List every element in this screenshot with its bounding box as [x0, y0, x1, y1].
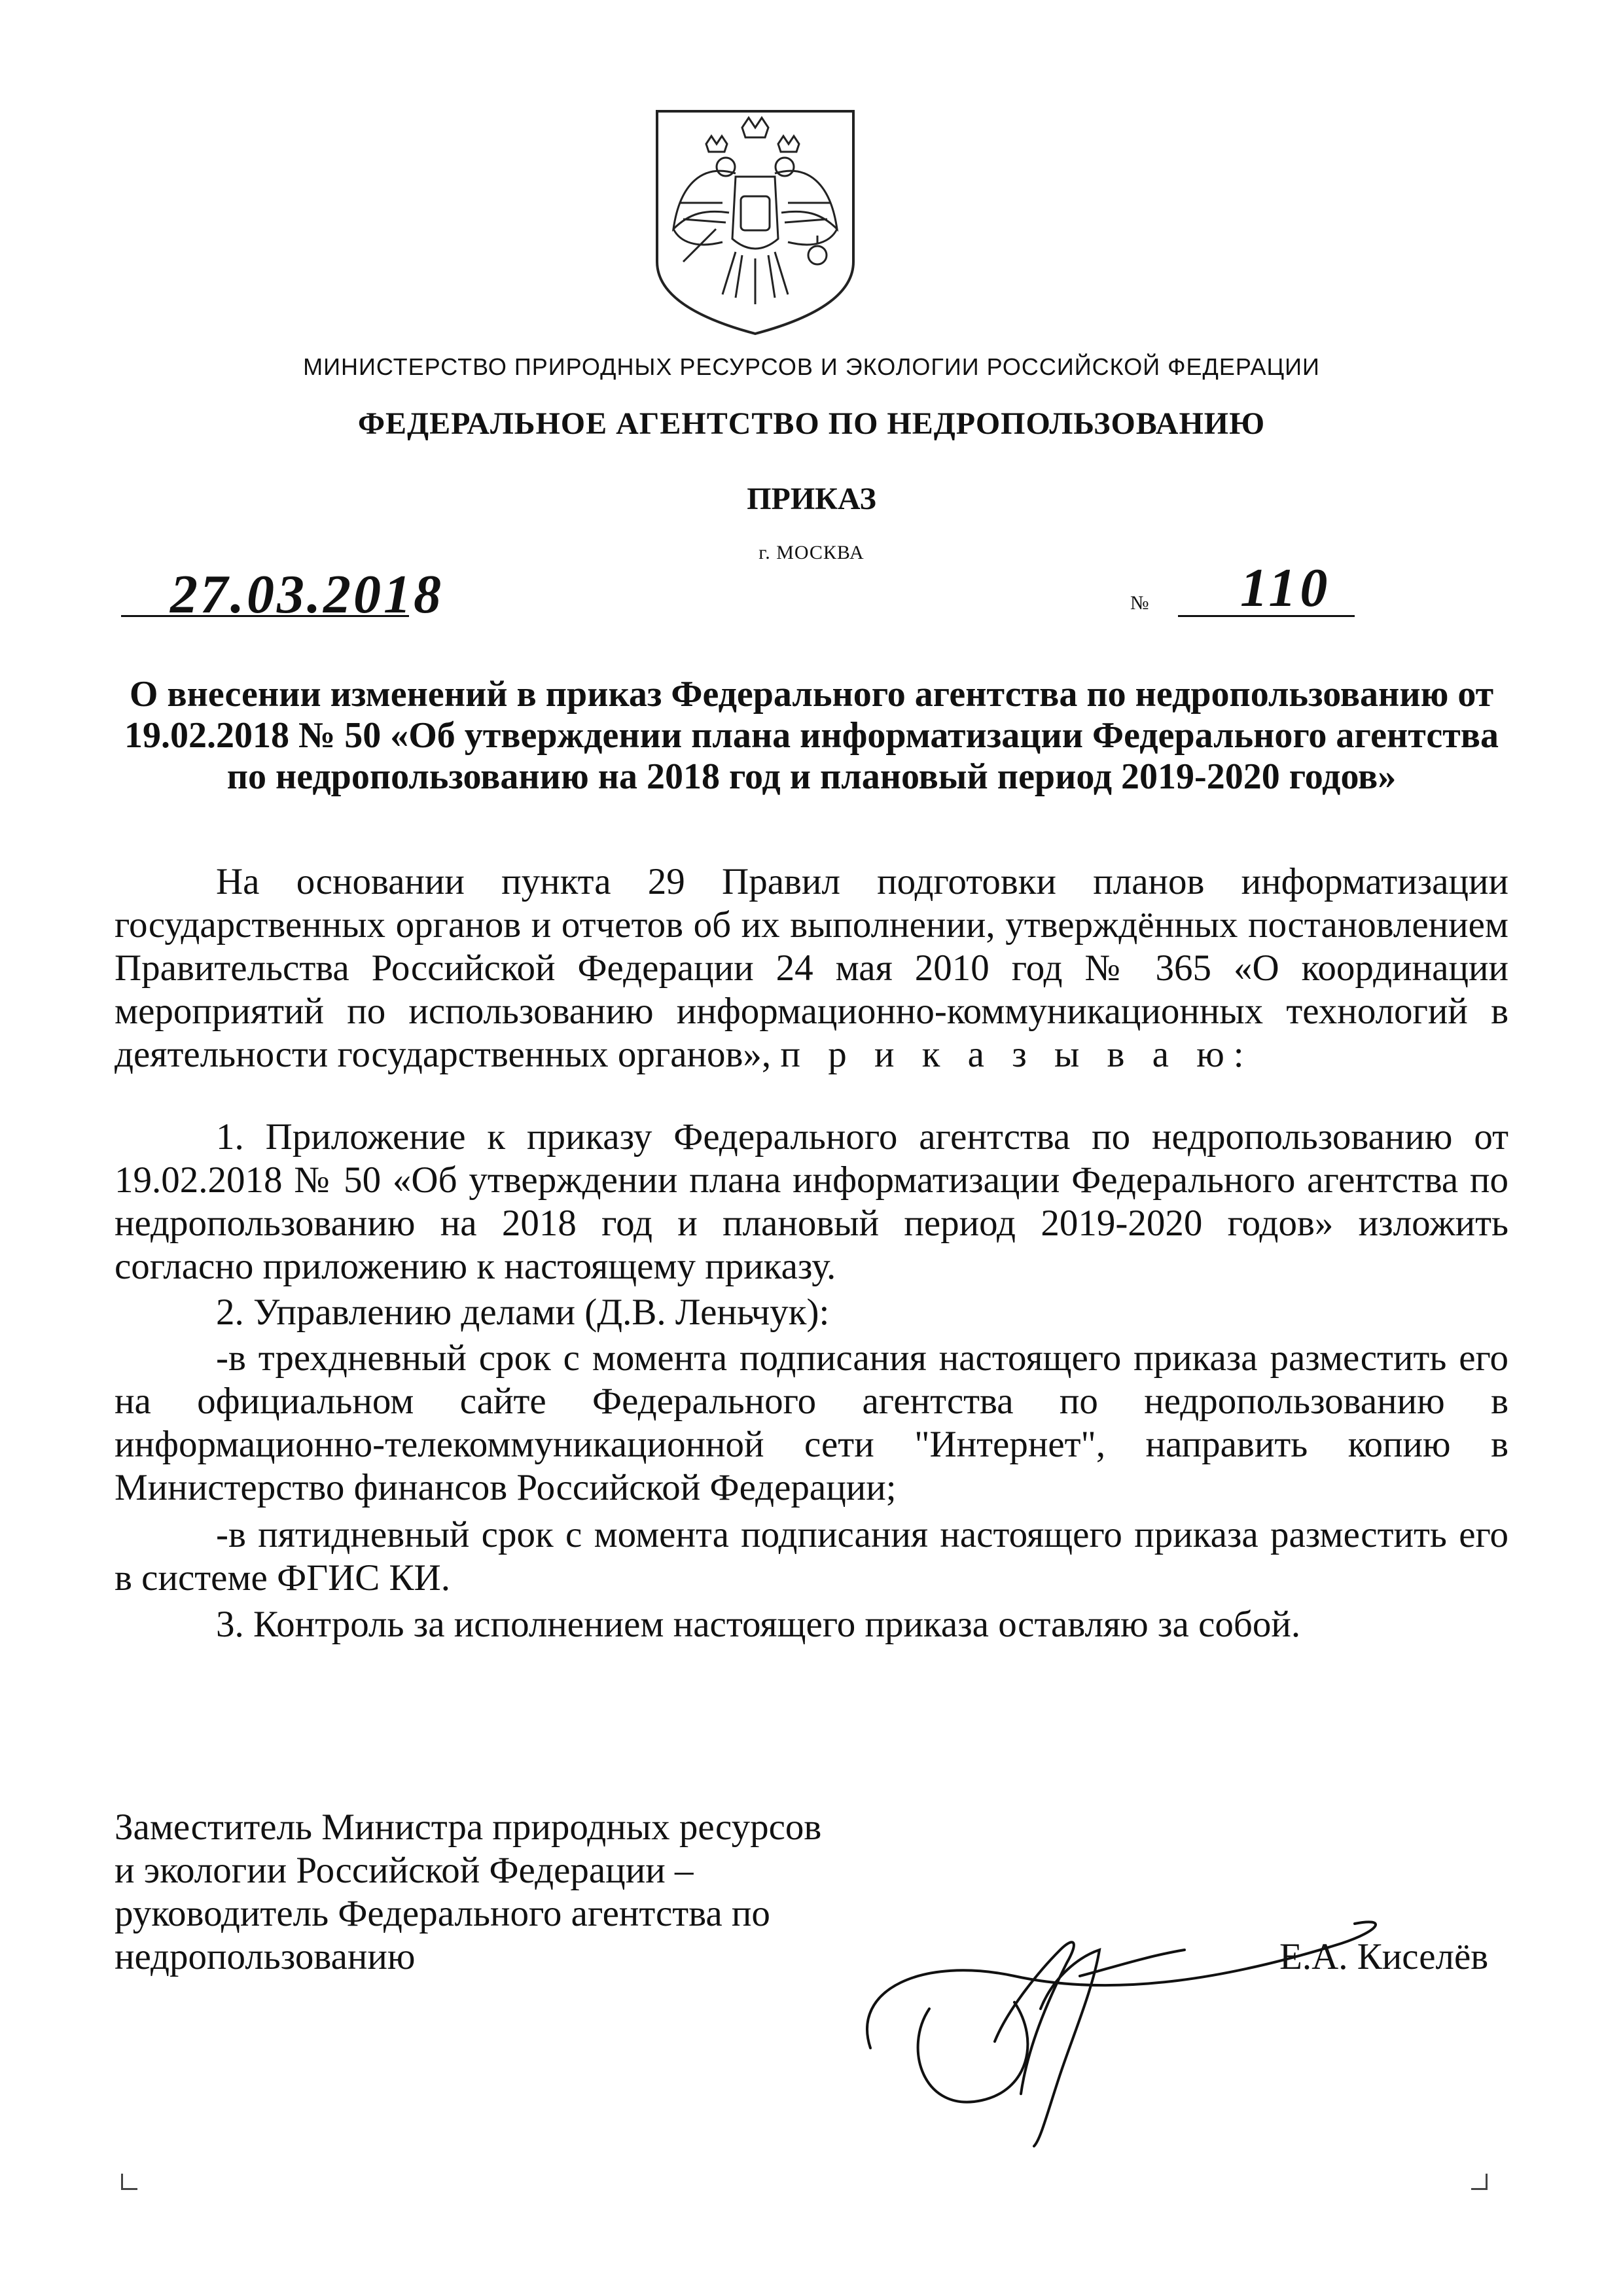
date-underline: [121, 615, 409, 617]
coat-of-arms-icon: [644, 98, 866, 340]
intro-paragraph: [115, 860, 1508, 1076]
item-3: 3. Контроль за исполнением настоящего приказа оставляю за собой.: [216, 1604, 1301, 1645]
signer-name: Е.А. Киселёв: [1279, 1936, 1489, 1977]
item-1: 1. Приложение к приказу Федерального агентства по недропользованию от 19.02.2018 № 50 «Об утверждении плана информатизации Федерального агентства по недропользованию на 2018 год и плановый период 2019-2020 годов» изложить согласно приложению к настоящему приказу.: [115, 1116, 1508, 1287]
item-2-subitem-b: -в пятидневный срок с момента подписания настоящего приказа разместить его в системе ФГИС КИ.: [115, 1514, 1508, 1598]
signer-position-line: руководитель Федерального агентства по: [115, 1893, 770, 1934]
document-type: ПРИКАЗ: [747, 482, 876, 516]
item-2: 2. Управлению делами (Д.В. Леньчук):: [216, 1292, 830, 1333]
number-underline: [1178, 615, 1355, 617]
scan-corner-mark-right: [1471, 2174, 1488, 2190]
agency-name: ФЕДЕРАЛЬНОЕ АГЕНТСТВО ПО НЕДРОПОЛЬЗОВАНИЮ: [357, 406, 1266, 441]
ministry-name: МИНИСТЕРСТВО ПРИРОДНЫХ РЕСУРСОВ И ЭКОЛОГИИ РОССИЙСКОЙ ФЕДЕРАЦИИ: [303, 353, 1320, 380]
scan-corner-mark-left: [121, 2174, 137, 2190]
handwritten-signature: [844, 1878, 1407, 2153]
item-2-subitem-a: -в трехдневный срок с момента подписания настоящего приказа разместить его на официальном сайте Федерального агентства по недропользованию в информационно-телекоммуникационной сети "Интернет", направить копию в Министерство финансов Российской Федерации;: [115, 1337, 1508, 1508]
intro-text: На основании пункта 29 Правил подготовки планов информатизации государственных органов и отчетов об их выполнении, утверждённых постановлением Правительства Российской Федерации 24 мая 2010 год № 365 «О координации мероприятий по использованию информационно-коммуникационных технологий в деятельности государственных органов»,: [115, 861, 1508, 1075]
signer-position-line: и экологии Российской Федерации –: [115, 1850, 694, 1891]
order-date: 27.03.2018: [170, 564, 444, 625]
order-number-label: №: [1130, 592, 1149, 614]
order-number: 110: [1240, 557, 1332, 618]
signer-position-line: Заместитель Министра природных ресурсов: [115, 1807, 822, 1848]
signer-position: [115, 1806, 821, 1979]
signer-position-line: недропользованию: [115, 1936, 416, 1977]
order-command: п р и к а з ы в а ю:: [780, 1034, 1253, 1075]
order-title: О внесении изменений в приказ Федерального агентства по недропользованию от 19.02.2018 № 50 «Об утверждении плана информатизации Федерального агентства по недропользованию на 2018 год и плановый период 2019-2020 годов»: [124, 674, 1499, 797]
city: г. МОСКВА: [758, 542, 865, 563]
